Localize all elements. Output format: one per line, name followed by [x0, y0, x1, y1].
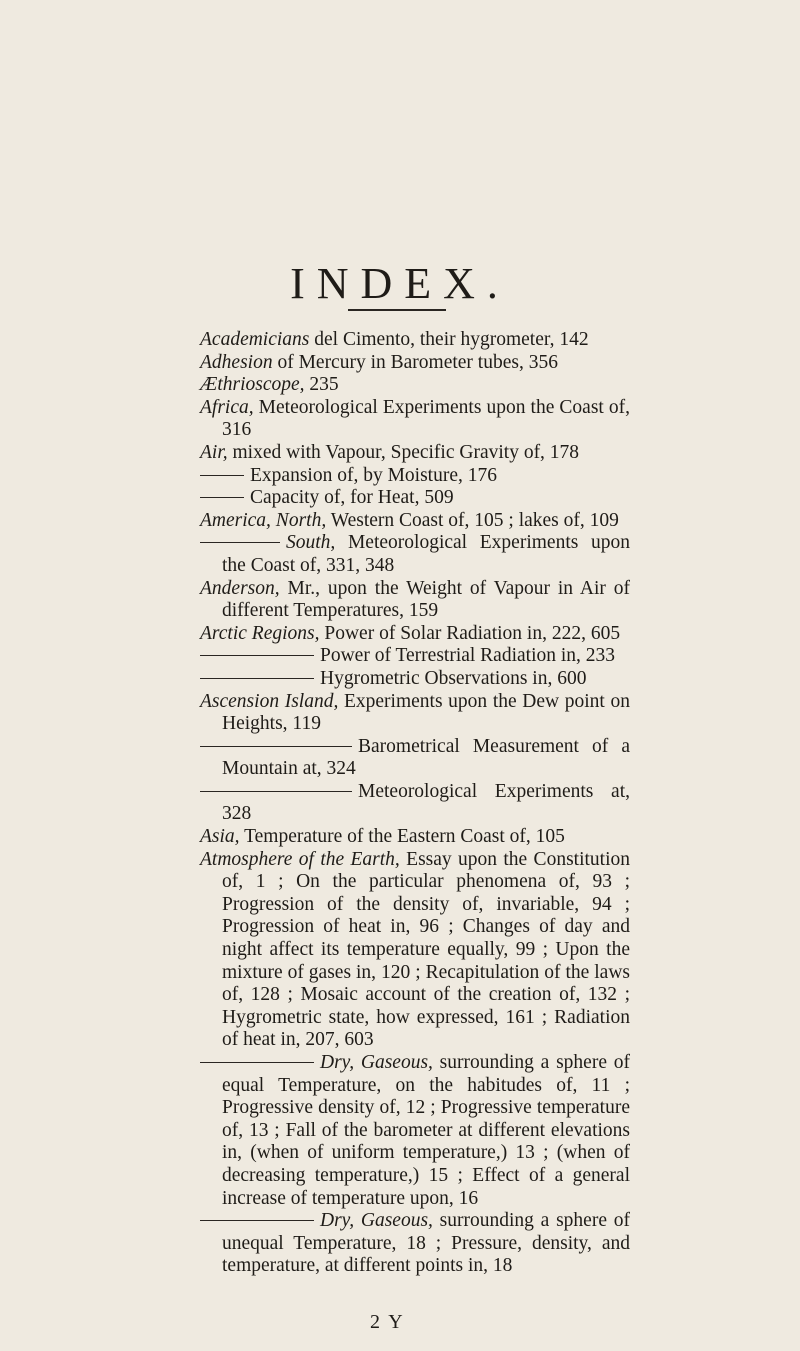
- entry-text: Mr., upon the Weight of Vapour in Air of different Temperatures, 159: [222, 577, 630, 622]
- ditto-dash: [200, 475, 244, 476]
- ditto-dash: [200, 746, 352, 747]
- index-entry: [200, 510, 630, 533]
- entry-text: Hygrometric Observations in, 600: [320, 667, 587, 689]
- index-entry: [200, 691, 630, 736]
- index-entry: [200, 826, 630, 849]
- ditto-dash: [200, 497, 244, 498]
- ditto-dash: [200, 791, 352, 792]
- index-entry: [200, 329, 630, 352]
- entry-heading: Adhesion: [200, 351, 273, 373]
- index-entry: [200, 849, 630, 1052]
- index-entry: [200, 397, 630, 442]
- index-entry: [200, 1210, 630, 1278]
- entry-text: Expansion of, by Moisture, 176: [250, 464, 497, 486]
- entry-text: Power of Solar Radiation in, 222, 605: [319, 622, 621, 644]
- entry-heading: Academicians: [200, 329, 310, 350]
- index-entry: [200, 623, 630, 646]
- entry-heading: Dry, Gaseous,: [320, 1052, 433, 1073]
- ditto-dash: [200, 678, 314, 679]
- signature-mark: 2 Y: [370, 1311, 405, 1333]
- entry-text: of Mercury in Barometer tubes, 356: [272, 351, 558, 373]
- ditto-dash: [200, 1062, 314, 1063]
- entry-heading: Asia,: [200, 826, 240, 848]
- entry-text: del Cimento, their hygrometer, 142: [309, 329, 589, 350]
- entry-heading: Ascension Island,: [200, 690, 339, 712]
- entry-heading: South,: [286, 532, 336, 554]
- entry-text: surrounding a sphere of equal Temperature, on the habitudes of, 11 ; Progressive density of, 12 ; Progressive temperature of, 13 ; Fall of the barometer at different elevations in, (when of uniform temperature,) 13 ; (when of decreasing temperature,) 15 ; Effect of a general increase of temperature upon, 16: [222, 1052, 630, 1209]
- entry-text: mixed with Vapour, Specific Gravity of, 178: [227, 441, 580, 463]
- index-entry: [200, 578, 630, 623]
- index-entry: [200, 1052, 630, 1210]
- index-entry: [200, 532, 630, 577]
- entry-heading: Air,: [200, 441, 228, 463]
- index-entry: [200, 465, 630, 488]
- index-entry: [200, 442, 630, 465]
- entry-text: Meteorological Experiments at, 328: [222, 780, 630, 825]
- entry-text: 235: [304, 374, 339, 396]
- index-entry: [200, 645, 630, 668]
- entry-heading: Atmosphere of the Earth,: [200, 848, 400, 870]
- entry-heading: Æthrioscope,: [200, 374, 305, 396]
- index-entry: [200, 487, 630, 510]
- ditto-dash: [200, 542, 280, 543]
- entry-text: Capacity of, for Heat, 509: [250, 487, 454, 509]
- ditto-dash: [200, 1220, 314, 1221]
- index-entry: [200, 668, 630, 691]
- entry-heading: Anderson,: [200, 577, 280, 599]
- entry-text: Meteorological Experiments upon the Coast of, 316: [222, 396, 630, 441]
- entry-text: Meteorological Experiments upon the Coast of, 331, 348: [222, 532, 630, 576]
- index-entry: [200, 374, 630, 397]
- entry-heading: Africa,: [200, 396, 254, 418]
- page-title: INDEX.: [290, 259, 510, 308]
- index-entry: [200, 352, 630, 375]
- entry-text: surrounding a sphere of unequal Temperature, 18 ; Pressure, density, and temperature, at different points in, 18: [222, 1210, 630, 1277]
- index-entry: [200, 736, 630, 781]
- entry-heading: Arctic Regions,: [200, 622, 320, 644]
- title-rule: [348, 309, 446, 311]
- index-entries: [200, 329, 630, 1278]
- ditto-dash: [200, 655, 314, 656]
- entry-text: Experiments upon the Dew point on Heights, 119: [222, 690, 630, 735]
- entry-text: Power of Terrestrial Radiation in, 233: [320, 645, 616, 667]
- entry-text: Temperature of the Eastern Coast of, 105: [239, 826, 565, 848]
- entry-text: Essay upon the Constitution of, 1 ; On the particular phenomena of, 93 ; Progression of the density of, invariable, 94 ; Progression of heat in, 96 ; Changes of day and night affect its temperature equally, 99 ; Upon the mixture of gases in, 120 ; Recapitulation of the laws of, 128 ; Mosaic account of the creation of, 132 ; Hygrometric state, how expressed, 161 ; Radiation of heat in, 207, 603: [222, 848, 630, 1051]
- entry-text: Barometrical Measurement of a Mountain at, 324: [222, 735, 630, 780]
- entry-heading: Dry, Gaseous,: [320, 1210, 433, 1232]
- index-entry: [200, 781, 630, 826]
- entry-text: Western Coast of, 105 ; lakes of, 109: [326, 509, 619, 531]
- entry-heading: America, North,: [200, 509, 327, 531]
